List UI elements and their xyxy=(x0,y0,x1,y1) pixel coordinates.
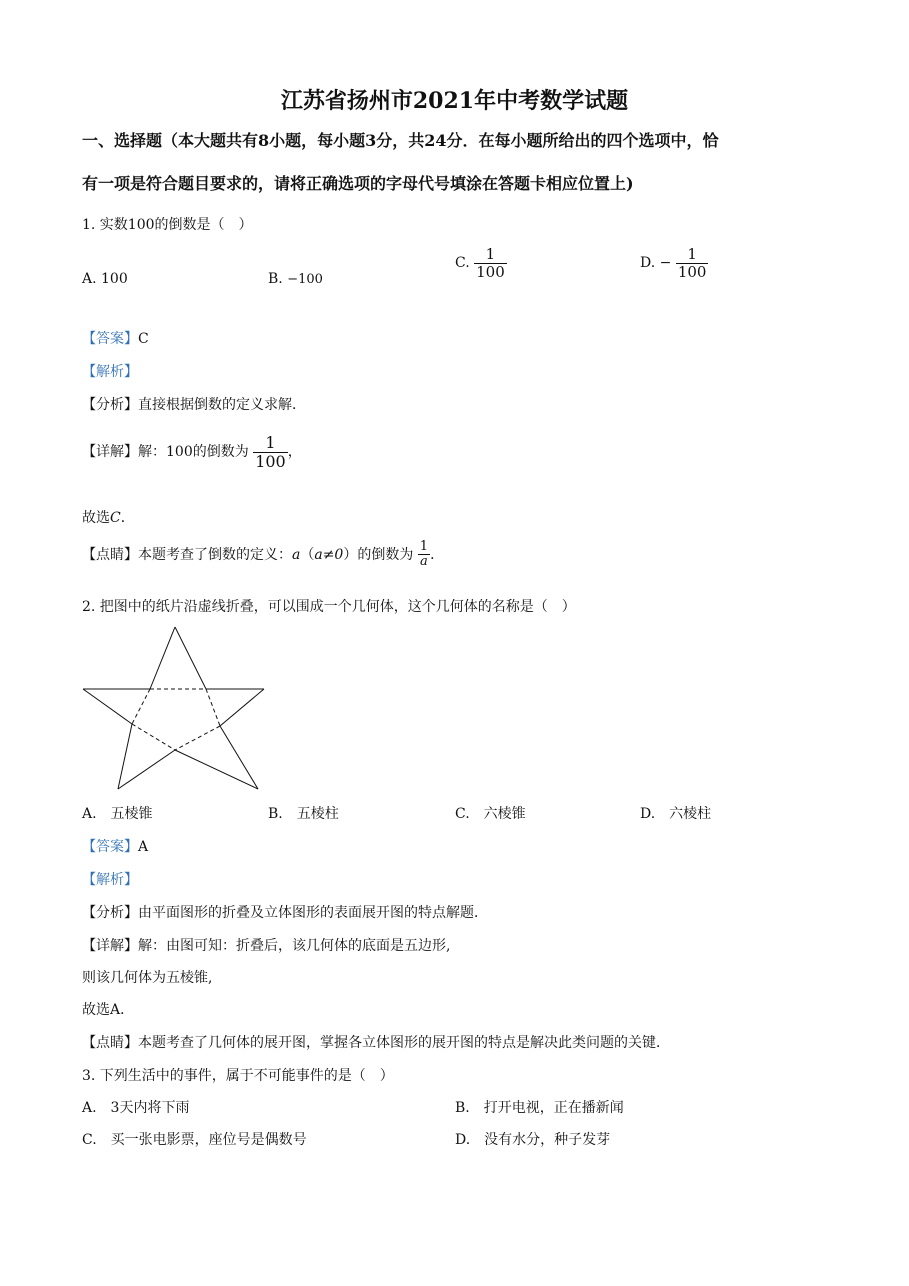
q1-option-d xyxy=(640,246,708,280)
q1-guxuan-post: ． xyxy=(120,510,135,526)
q1-answer-value: C xyxy=(138,331,149,347)
q2-line2: 则该几何体为五棱锥, xyxy=(82,970,213,986)
q1-option-b-label: B. xyxy=(268,271,283,287)
q1-dianjing-a: a xyxy=(292,546,301,563)
q1-fenxi-text: 直接根据倒数的定义求解． xyxy=(138,397,306,413)
q1-option-d-denominator: 100 xyxy=(677,262,707,281)
star-edge xyxy=(83,689,132,724)
q1-dianjing-denominator: a xyxy=(418,554,430,569)
q1-analysis-tag: 【解析】 xyxy=(82,364,138,380)
q1-guxuan xyxy=(82,507,135,527)
q1-xiangjie-post: ， xyxy=(287,444,302,461)
q3-option-d: D. 没有水分，种子发芽 xyxy=(455,1132,611,1148)
q2-xiangjie-text: 解：由图可知：折叠后，该几何体的底面是五边形, xyxy=(138,938,451,954)
q1-option-c xyxy=(455,246,507,280)
star-edge xyxy=(220,689,264,726)
q1-xiangjie-denominator: 100 xyxy=(255,451,286,471)
q2-xiangjie-tag: 【详解】 xyxy=(82,938,138,954)
q1-option-d-numerator: 1 xyxy=(687,245,697,263)
q2-dianjing xyxy=(82,1032,670,1052)
q2-option-b: B. 五棱柱 xyxy=(268,806,339,822)
q1-dianjing-pre: 本题考查了倒数的定义： xyxy=(138,546,292,563)
q1-xiangjie xyxy=(82,434,302,470)
q2-fenxi-text: 由平面图形的折叠及立体图形的表面展开图的特点解题． xyxy=(138,905,488,921)
q3-option-a: A. 3天内将下雨 xyxy=(82,1100,190,1116)
q1-xiangjie-numerator: 1 xyxy=(265,433,276,452)
q1-option-a: A. 100 xyxy=(82,271,128,287)
q2-option-a: A. 五棱锥 xyxy=(82,806,153,822)
q3-stem: 3. 下列生活中的事件，属于不可能事件的是（ ） xyxy=(82,1068,394,1084)
q2-fenxi-tag: 【分析】 xyxy=(82,905,138,921)
star-edge xyxy=(118,724,132,789)
fold-line xyxy=(175,726,220,750)
q2-answer-value: A xyxy=(138,839,149,855)
q1-xiangjie-text: 解：100的倒数为 xyxy=(138,444,249,461)
q1-dianjing-tag: 【点睛】 xyxy=(82,546,138,563)
q1-option-d-fraction xyxy=(676,246,709,280)
fold-line xyxy=(206,689,220,726)
q1-fenxi-tag: 【分析】 xyxy=(82,397,138,413)
q2-option-c: C. 六棱锥 xyxy=(455,806,526,822)
star-edge xyxy=(175,750,258,789)
fold-line xyxy=(132,724,175,750)
q1-guxuan-pre: 故选 xyxy=(82,510,110,526)
q1-dianjing-paren-open: （ xyxy=(300,546,315,563)
q2-analysis-tag: 【解析】 xyxy=(82,872,138,888)
section-header-line2: 有一项是符合题目要求的，请将正确选项的字母代号填涂在答题卡相应位置上) xyxy=(82,174,634,193)
q1-xiangjie-tag: 【详解】 xyxy=(82,444,138,461)
q2-xiangjie xyxy=(82,935,450,955)
q1-dianjing-condition: a≠0 xyxy=(314,546,344,563)
q1-option-c-numerator: 1 xyxy=(485,245,496,263)
q1-xiangjie-fraction xyxy=(253,434,288,470)
q1-guxuan-letter: C xyxy=(110,510,121,526)
star-edge xyxy=(118,750,175,789)
q1-dianjing-post: ． xyxy=(430,546,445,563)
q3-option-c: C. 买一张电影票，座位号是偶数号 xyxy=(82,1132,307,1148)
q1-option-c-fraction xyxy=(474,246,507,280)
q2-answer-tag: 【答案】 xyxy=(82,839,138,855)
star-edge xyxy=(175,627,206,689)
q2-fenxi xyxy=(82,902,488,922)
q2-dianjing-tag: 【点睛】 xyxy=(82,1035,138,1051)
q1-answer-tag: 【答案】 xyxy=(82,331,138,347)
q1-dianjing-paren-close: ） xyxy=(343,546,358,563)
q1-fenxi xyxy=(82,394,306,414)
section-header-line1: 一、选择题（本大题共有8小题，每小题3分，共24分．在每小题所给出的四个选项中，恰 xyxy=(82,131,719,150)
q1-option-d-sign: − xyxy=(659,255,672,271)
q1-answer xyxy=(82,328,149,348)
q1-dianjing-mid: 的倒数为 xyxy=(357,546,414,563)
star-net-figure xyxy=(80,625,268,795)
q1-option-b-value: −100 xyxy=(287,272,323,287)
q1-stem: 1. 实数100的倒数是（ ） xyxy=(82,217,253,233)
page-title: 江苏省扬州市2021年中考数学试题 xyxy=(280,88,629,114)
q1-option-c-label: C. xyxy=(455,255,470,271)
q2-dianjing-text: 本题考查了几何体的展开图，掌握各立体图形的展开图的特点是解决此类问题的关键． xyxy=(138,1035,670,1051)
q2-guxuan: 故选A． xyxy=(82,1002,135,1018)
fold-line xyxy=(132,689,150,724)
q1-option-d-label: D. xyxy=(640,255,656,271)
q1-option-b xyxy=(268,271,323,287)
star-edge xyxy=(150,627,175,689)
q1-dianjing-fraction xyxy=(418,540,430,570)
q1-dianjing xyxy=(82,540,444,570)
q3-option-b: B. 打开电视，正在播新闻 xyxy=(455,1100,624,1116)
q2-option-d: D. 六棱柱 xyxy=(640,806,712,822)
q1-option-c-denominator: 100 xyxy=(476,262,505,281)
q1-dianjing-numerator: 1 xyxy=(419,539,429,554)
q2-answer xyxy=(82,836,148,856)
q2-stem: 2. 把图中的纸片沿虚线折叠，可以围成一个几何体，这个几何体的名称是（ ） xyxy=(82,599,576,615)
